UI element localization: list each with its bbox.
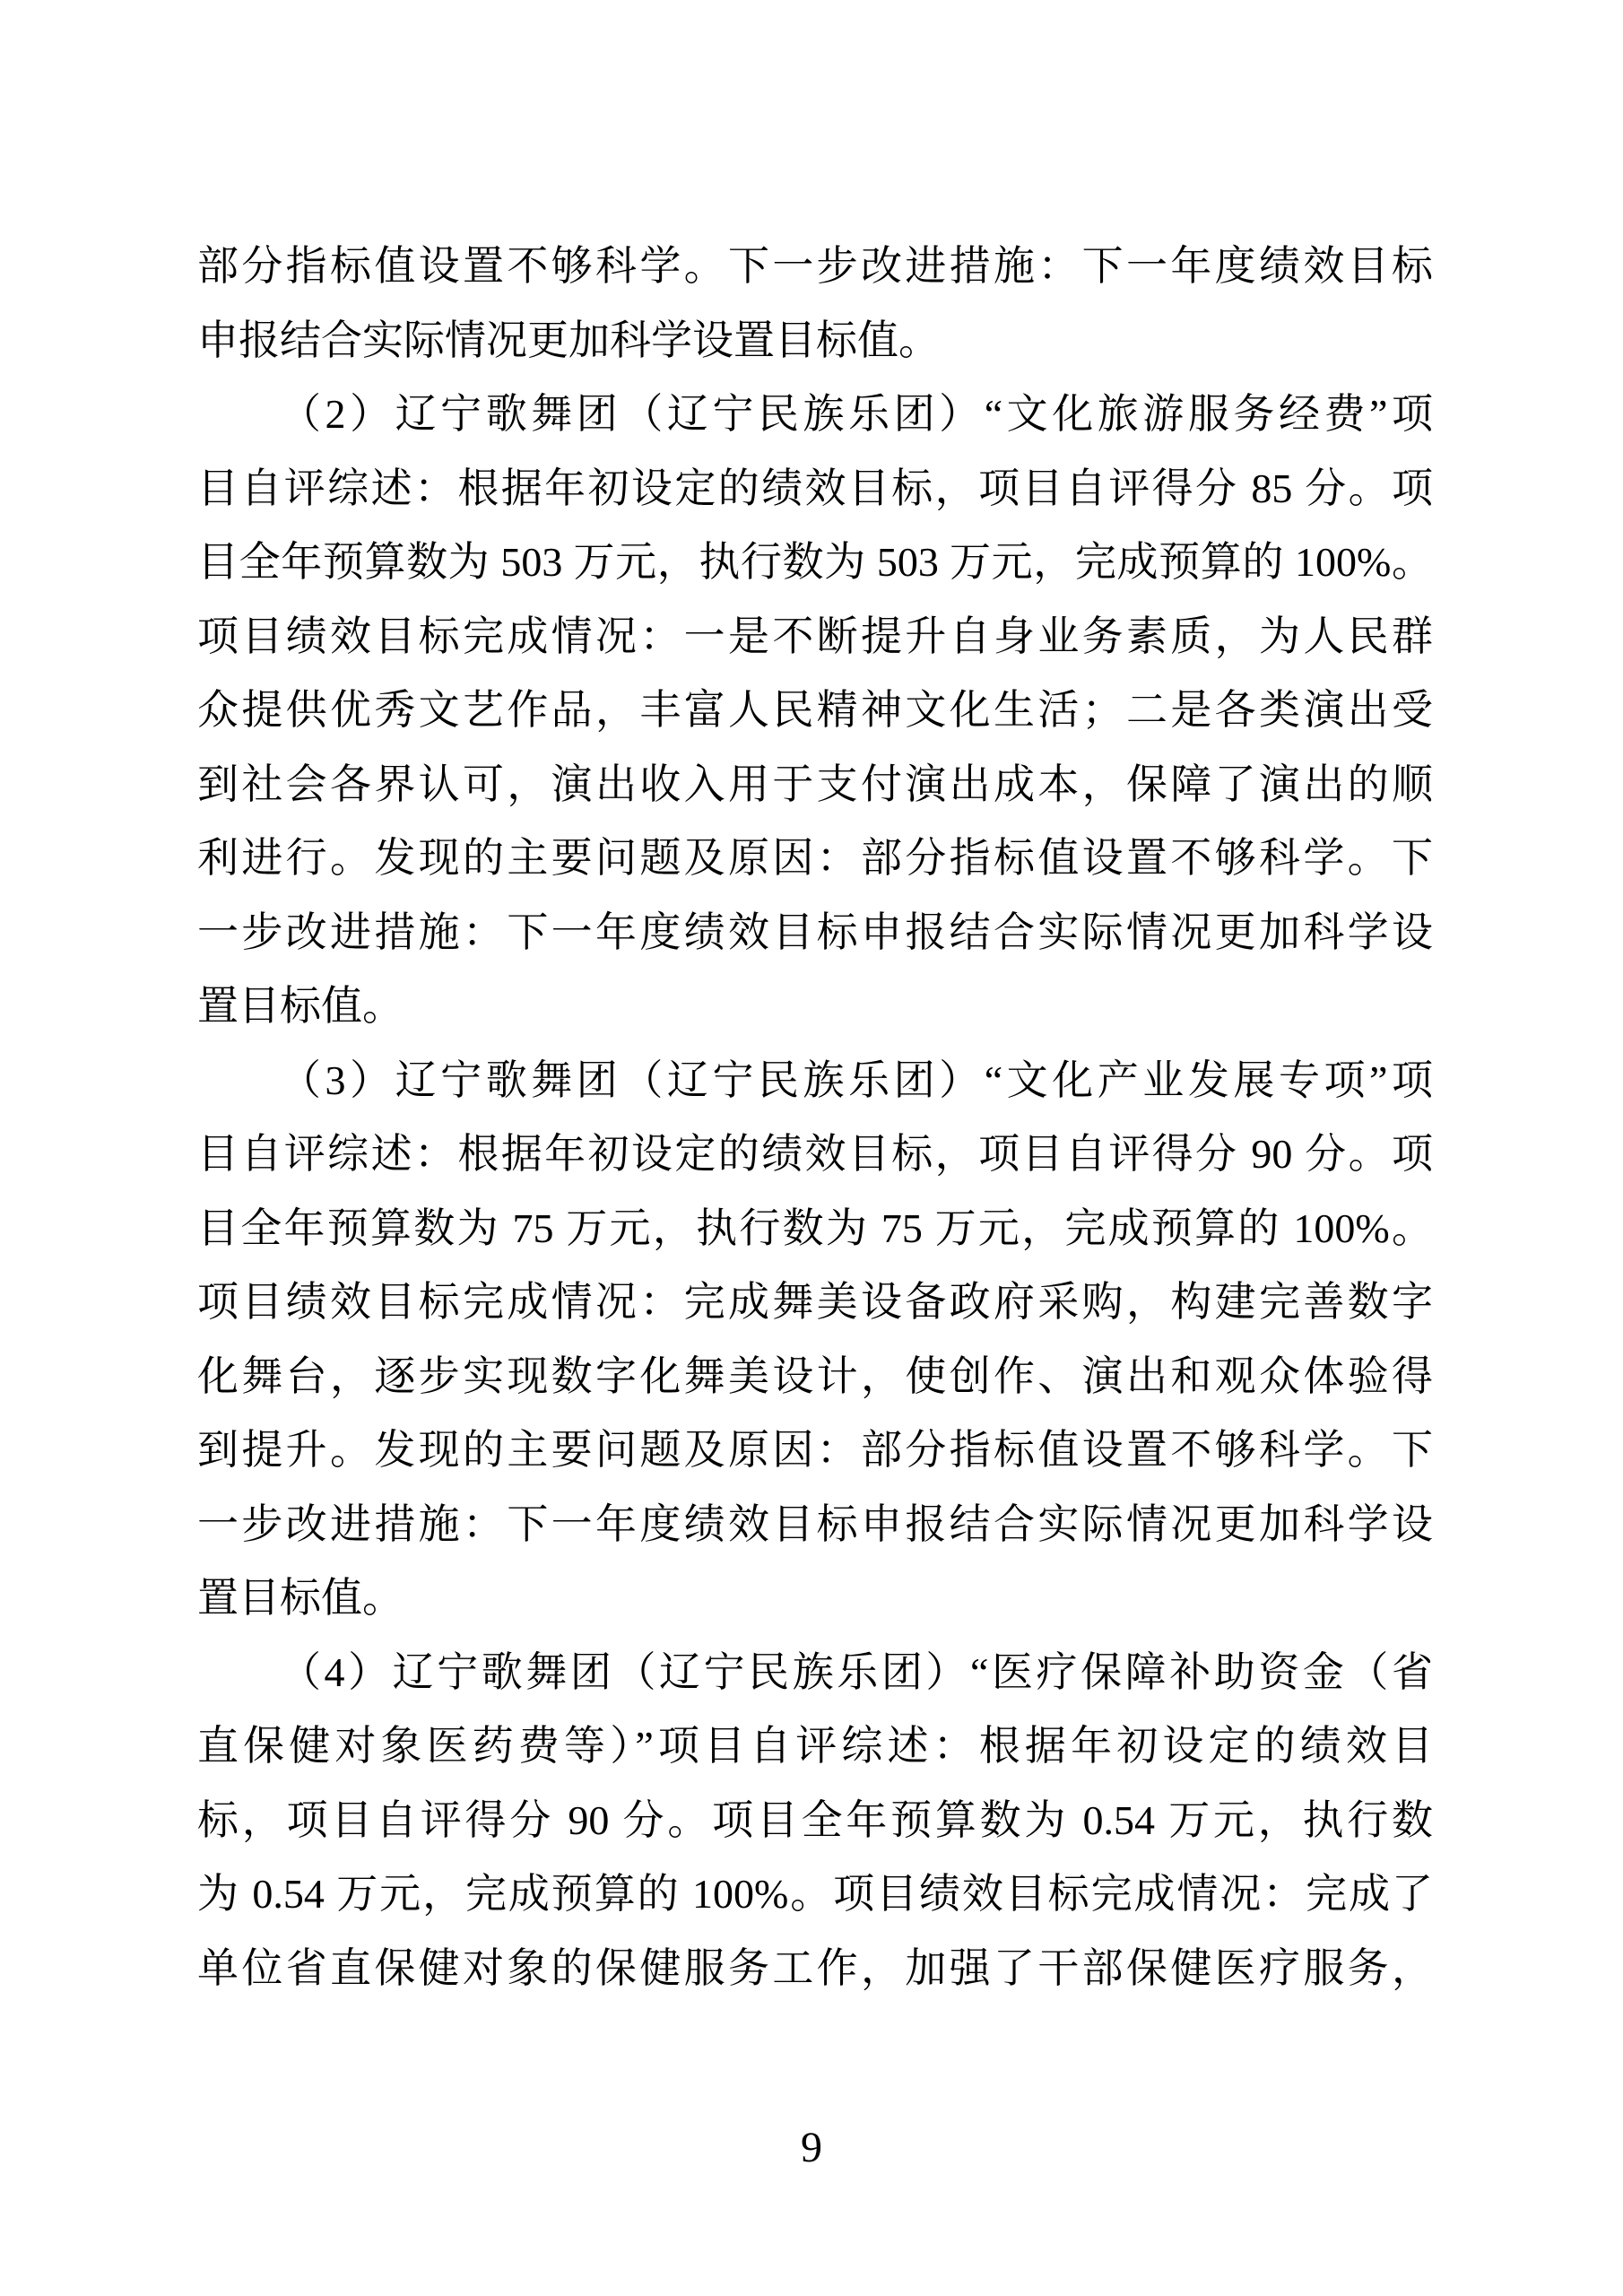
text-line: （3）辽宁歌舞团（辽宁民族乐团）“文化产业发展专项”项 xyxy=(280,1057,1433,1103)
text-line: 置目标值。 xyxy=(197,1575,404,1621)
text-line: 一步改进措施：下一年度绩效目标申报结合实际情况更加科学设 xyxy=(197,909,1433,955)
text-line: 为 0.54 万元，完成预算的 100%。项目绩效目标完成情况：完成了 xyxy=(197,1871,1433,1917)
text-line: 一步改进措施：下一年度绩效目标申报结合实际情况更加科学设 xyxy=(197,1500,1433,1547)
text-line: 目全年预算数为 75 万元，执行数为 75 万元，完成预算的 100%。 xyxy=(197,1205,1433,1251)
text-line: 项目绩效目标完成情况：完成舞美设备政府采购，构建完善数字 xyxy=(197,1279,1433,1325)
text-line: 化舞台，逐步实现数字化舞美设计，使创作、演出和观众体验得 xyxy=(197,1352,1433,1399)
paragraph-3-wenhua-chanye-fazhan-zhuanxiang xyxy=(197,1044,1433,1636)
text-line: 直保健对象医药费等）”项目自评综述：根据年初设定的绩效目 xyxy=(197,1723,1433,1769)
text-line: 目全年预算数为 503 万元，执行数为 503 万元，完成预算的 100%。 xyxy=(197,539,1433,585)
text-line: 部分指标值设置不够科学。下一步改进措施：下一年度绩效目标 xyxy=(197,243,1433,289)
page-number: 9 xyxy=(801,2124,822,2171)
text-block xyxy=(197,230,1433,2005)
text-line: 置目标值。 xyxy=(197,983,404,1029)
text-line: 单位省直保健对象的保健服务工作，加强了干部保健医疗服务， xyxy=(197,1944,1433,1991)
text-line: （4）辽宁歌舞团（辽宁民族乐团）“医疗保障补助资金（省 xyxy=(280,1648,1433,1695)
paragraph-2-wenhua-lvyou-fuwu-jingfei xyxy=(197,378,1433,1044)
paragraph-1-continuation xyxy=(197,230,1433,378)
paragraph-4-yiliao-baozhang-buzhu-zijin xyxy=(197,1636,1433,2006)
text-line: 目自评综述：根据年初设定的绩效目标，项目自评得分 85 分。项 xyxy=(197,465,1433,511)
text-line: 利进行。发现的主要问题及原因：部分指标值设置不够科学。下 xyxy=(197,835,1433,881)
text-line: 申报结合实际情况更加科学设置目标值。 xyxy=(197,317,940,363)
text-line: 到提升。发现的主要问题及原因：部分指标值设置不够科学。下 xyxy=(197,1427,1433,1473)
text-line: 项目绩效目标完成情况：一是不断提升自身业务素质，为人民群 xyxy=(197,613,1433,659)
text-line: 目自评综述：根据年初设定的绩效目标，项目自评得分 90 分。项 xyxy=(197,1131,1433,1177)
text-line: 众提供优秀文艺作品，丰富人民精神文化生活；二是各类演出受 xyxy=(197,687,1433,733)
text-line: 标，项目自评得分 90 分。项目全年预算数为 0.54 万元，执行数 xyxy=(197,1796,1433,1843)
text-line: 到社会各界认可，演出收入用于支付演出成本，保障了演出的顺 xyxy=(197,761,1433,807)
text-line: （2）辽宁歌舞团（辽宁民族乐团）“文化旅游服务经费”项 xyxy=(280,391,1433,437)
